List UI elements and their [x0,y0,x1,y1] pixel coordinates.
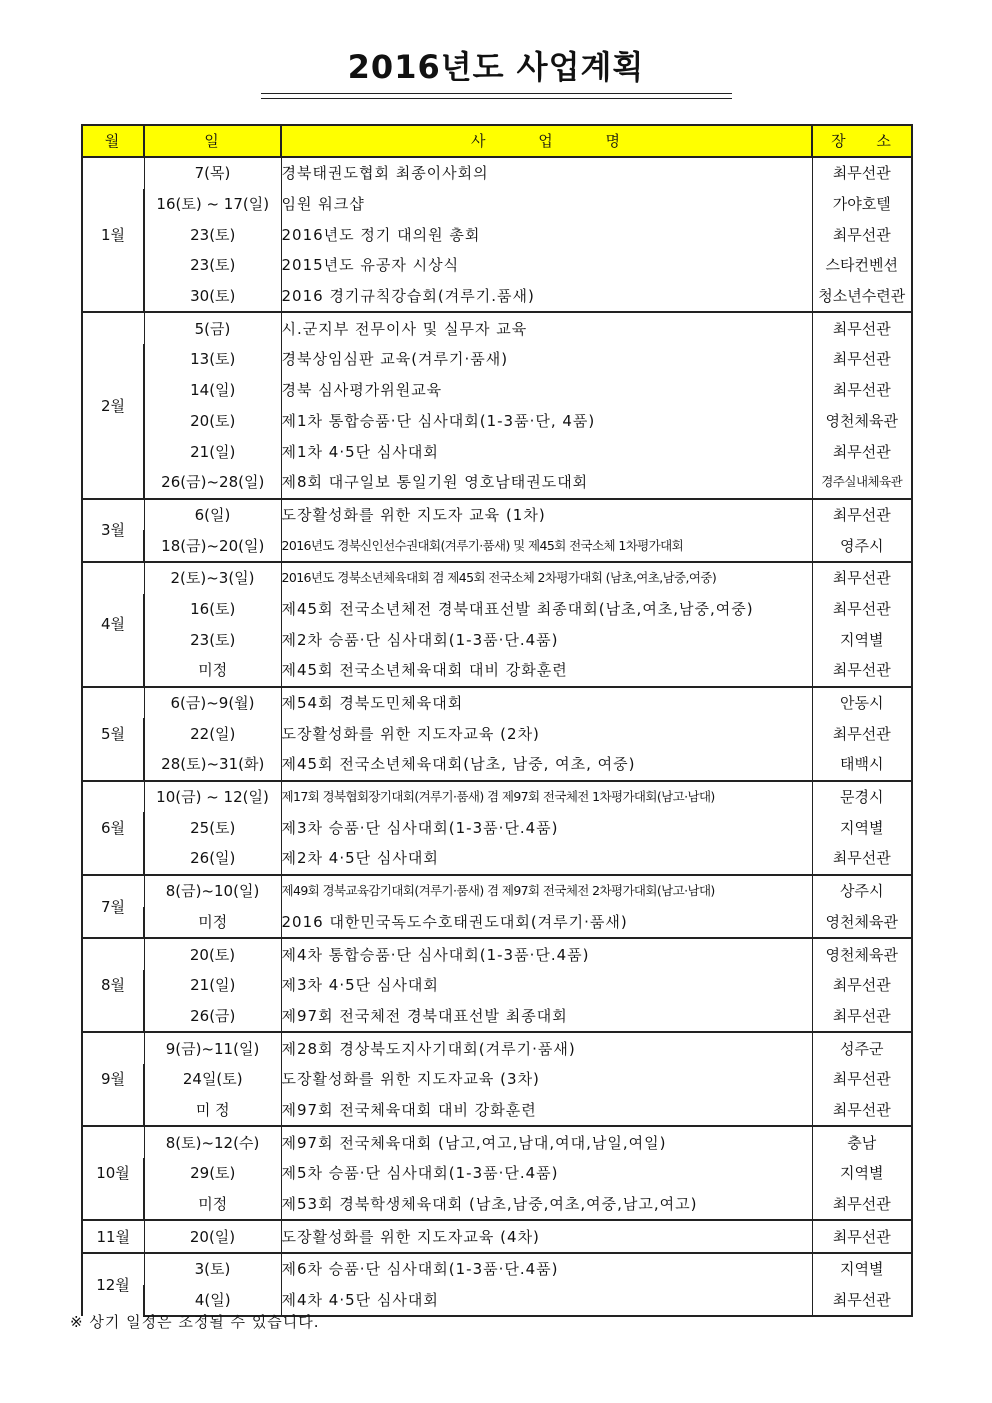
event-name-cell: 도장활성화를 위한 지도자교육 (4차) [281,1220,812,1253]
event-name-cell: 제4차 통합승품·단 심사대회(1-3품·단.4품) [281,938,812,970]
place-cell: 최무선관 [812,1064,912,1095]
event-name-cell: 제17회 경북협회장기대회(겨루기·품새) 겸 제97회 전국체전 1차평가대회(남고·남대) [281,781,812,813]
event-name-cell: 임원 워크샵 [281,189,812,220]
table-row [82,1095,912,1127]
place-cell: 영천체육관 [812,938,912,970]
place-cell: 최무선관 [812,843,912,875]
event-name-cell: 제1차 통합승품·단 심사대회(1-3품·단, 4품) [281,406,812,437]
table-row [82,499,912,531]
day-cell: 30(토) [144,281,281,313]
place-cell: 최무선관 [812,1189,912,1221]
table-row [82,1126,912,1158]
place-cell: 가야호텔 [812,189,912,220]
place-cell: 최무선관 [812,499,912,531]
day-cell: 20(토) [144,938,281,970]
day-cell: 3(토) [144,1253,281,1285]
day-cell: 25(토) [144,812,281,843]
place-cell: 최무선관 [812,1001,912,1033]
event-name-cell: 제49회 경북교육감기대회(겨루기·품새) 겸 제97회 전국체전 2차평가대회(남고·남대) [281,875,812,907]
day-cell: 5(금) [144,312,281,344]
day-cell: 29(토) [144,1158,281,1189]
table-row [82,250,912,281]
place-cell: 스타컨벤션 [812,250,912,281]
event-name-cell: 제4차 4·5단 심사대회 [281,1285,812,1317]
place-cell: 최무선관 [812,1220,912,1253]
day-cell: 14(일) [144,375,281,406]
day-cell: 9(금)~11(일) [144,1032,281,1064]
header-place: 장 소 [812,125,912,157]
title-underline [261,93,732,94]
event-name-cell: 도장활성화를 위한 지도자교육 (2차) [281,718,812,749]
table-row [82,562,912,594]
place-cell: 태백시 [812,749,912,781]
table-row [82,436,912,467]
month-cell: 2월 [82,312,144,498]
event-name-cell: 제97회 전국체육대회 대비 강화훈련 [281,1095,812,1127]
event-name-cell: 제97회 전국체육대회 (남고,여고,남대,여대,남일,여일) [281,1126,812,1158]
day-cell: 23(토) [144,624,281,655]
day-cell: 16(토) ~ 17(일) [144,189,281,220]
event-name-cell: 제53회 경북학생체육대회 (남초,남중,여초,여중,남고,여고) [281,1189,812,1221]
event-name-cell: 도장활성화를 위한 지도자 교육 (1차) [281,499,812,531]
place-cell: 영주시 [812,530,912,562]
place-cell: 경주실내체육관 [812,467,912,499]
place-cell: 최무선관 [812,436,912,467]
table-row [82,624,912,655]
place-cell: 영천체육관 [812,406,912,437]
footnote: ※ 상기 일정은 조정될 수 있습니다. [70,1313,320,1331]
table-row [82,1064,912,1095]
event-name-cell: 도장활성화를 위한 지도자교육 (3차) [281,1064,812,1095]
event-name-cell: 경북태권도협회 최종이사회의 [281,157,812,189]
place-cell: 최무선관 [812,312,912,344]
header-event-name: 사 업 명 [281,125,812,157]
table-row [82,938,912,970]
header-row [82,125,912,157]
table-row [82,781,912,813]
table-row [82,594,912,625]
day-cell: 미정 [144,907,281,939]
day-cell: 6(금)~9(월) [144,687,281,719]
day-cell: 6(일) [144,499,281,531]
place-cell: 최무선관 [812,219,912,250]
day-cell: 22(일) [144,718,281,749]
day-cell: 24일(토) [144,1064,281,1095]
place-cell: 최무선관 [812,1285,912,1317]
table-row [82,907,912,939]
table-row [82,157,912,189]
place-cell: 청소년수련관 [812,281,912,313]
table-row [82,1158,912,1189]
day-cell: 26(금)~28(일) [144,467,281,499]
event-name-cell: 2016년도 정기 대의원 총회 [281,219,812,250]
day-cell: 26(금) [144,1001,281,1033]
month-cell: 10월 [82,1126,144,1220]
place-cell: 최무선관 [812,344,912,375]
event-name-cell: 제28회 경상북도지사기대회(겨루기·품새) [281,1032,812,1064]
place-cell: 문경시 [812,781,912,813]
table-row [82,530,912,562]
event-name-cell: 제2차 4·5단 심사대회 [281,843,812,875]
month-cell: 3월 [82,499,144,562]
month-cell: 9월 [82,1032,144,1126]
event-name-cell: 2016 경기규칙강습회(겨루기.품새) [281,281,812,313]
day-cell: 16(토) [144,594,281,625]
event-name-cell: 경북 심사평가위원교육 [281,375,812,406]
event-name-cell: 2016년도 경북신인선수권대회(겨루기·품새) 및 제45회 전국소체 1차평가대회 [281,530,812,562]
day-cell: 2(토)~3(일) [144,562,281,594]
table-row [82,312,912,344]
table-row [82,1189,912,1221]
table-row [82,219,912,250]
day-cell: 26(일) [144,843,281,875]
day-cell: 20(일) [144,1220,281,1253]
day-cell: 23(토) [144,219,281,250]
month-cell: 4월 [82,562,144,687]
table-row [82,375,912,406]
title-underline [261,98,732,99]
place-cell: 최무선관 [812,1095,912,1127]
event-name-cell: 제45회 전국소년체육대회 대비 강화훈련 [281,655,812,687]
month-cell: 7월 [82,875,144,938]
event-name-cell: 2015년도 유공자 시상식 [281,250,812,281]
event-name-cell: 경북상임심판 교육(겨루기·품새) [281,344,812,375]
day-cell: 미 정 [144,1095,281,1127]
header-month: 월 [82,125,144,157]
place-cell: 지역별 [812,812,912,843]
table-row [82,406,912,437]
place-cell: 최무선관 [812,655,912,687]
day-cell: 4(일) [144,1285,281,1317]
day-cell: 28(토)~31(화) [144,749,281,781]
event-name-cell: 2016년도 경북소년체육대회 겸 제45회 전국소체 2차평가대회 (남초,여초,남중,여중) [281,562,812,594]
place-cell: 지역별 [812,1253,912,1285]
month-cell: 12월 [82,1253,144,1316]
month-cell: 11월 [82,1220,144,1253]
table-row [82,344,912,375]
page-title: 2016년도 사업계획 [347,48,645,86]
month-cell: 5월 [82,687,144,781]
event-name-cell: 제3차 승품·단 심사대회(1-3품·단.4품) [281,812,812,843]
place-cell: 최무선관 [812,562,912,594]
month-cell: 8월 [82,938,144,1032]
table-row [82,875,912,907]
place-cell: 최무선관 [812,594,912,625]
day-cell: 13(토) [144,344,281,375]
place-cell: 최무선관 [812,157,912,189]
place-cell: 최무선관 [812,970,912,1001]
day-cell: 18(금)~20(일) [144,530,281,562]
table-row [82,970,912,1001]
day-cell: 미정 [144,655,281,687]
day-cell: 8(토)~12(수) [144,1126,281,1158]
event-name-cell: 시.군지부 전무이사 및 실무자 교육 [281,312,812,344]
table-row [82,749,912,781]
day-cell: 8(금)~10(일) [144,875,281,907]
month-cell: 6월 [82,781,144,875]
table-row [82,467,912,499]
day-cell: 미정 [144,1189,281,1221]
day-cell: 21(일) [144,436,281,467]
table-row [82,843,912,875]
day-cell: 7(목) [144,157,281,189]
place-cell: 영천체육관 [812,907,912,939]
event-name-cell: 제54회 경북도민체육대회 [281,687,812,719]
table-row [82,1220,912,1253]
schedule-body [82,157,912,1316]
event-name-cell: 제1차 4·5단 심사대회 [281,436,812,467]
table-row [82,812,912,843]
table-row [82,1001,912,1033]
table-row [82,687,912,719]
day-cell: 23(토) [144,250,281,281]
place-cell: 지역별 [812,1158,912,1189]
place-cell: 성주군 [812,1032,912,1064]
table-row [82,189,912,220]
event-name-cell: 제45회 전국소년체육대회(남초, 남중, 여초, 여중) [281,749,812,781]
place-cell: 최무선관 [812,718,912,749]
place-cell: 상주시 [812,875,912,907]
place-cell: 충남 [812,1126,912,1158]
day-cell: 20(토) [144,406,281,437]
event-name-cell: 제6차 승품·단 심사대회(1-3품·단.4품) [281,1253,812,1285]
table-row [82,281,912,313]
event-name-cell: 제2차 승품·단 심사대회(1-3품·단.4품) [281,624,812,655]
event-name-cell: 2016 대한민국독도수호태권도대회(겨루기·품새) [281,907,812,939]
schedule-table [81,124,913,1317]
day-cell: 10(금) ~ 12(일) [144,781,281,813]
event-name-cell: 제8회 대구일보 통일기원 영호남태권도대회 [281,467,812,499]
event-name-cell: 제5차 승품·단 심사대회(1-3품·단.4품) [281,1158,812,1189]
event-name-cell: 제97회 전국체전 경북대표선발 최종대회 [281,1001,812,1033]
month-cell: 1월 [82,157,144,312]
event-name-cell: 제3차 4·5단 심사대회 [281,970,812,1001]
place-cell: 안동시 [812,687,912,719]
table-row [82,1253,912,1285]
place-cell: 지역별 [812,624,912,655]
table-row [82,718,912,749]
event-name-cell: 제45회 전국소년체전 경북대표선발 최종대회(남초,여초,남중,여중) [281,594,812,625]
place-cell: 최무선관 [812,375,912,406]
table-row [82,655,912,687]
table-row [82,1032,912,1064]
day-cell: 21(일) [144,970,281,1001]
header-day: 일 [144,125,281,157]
